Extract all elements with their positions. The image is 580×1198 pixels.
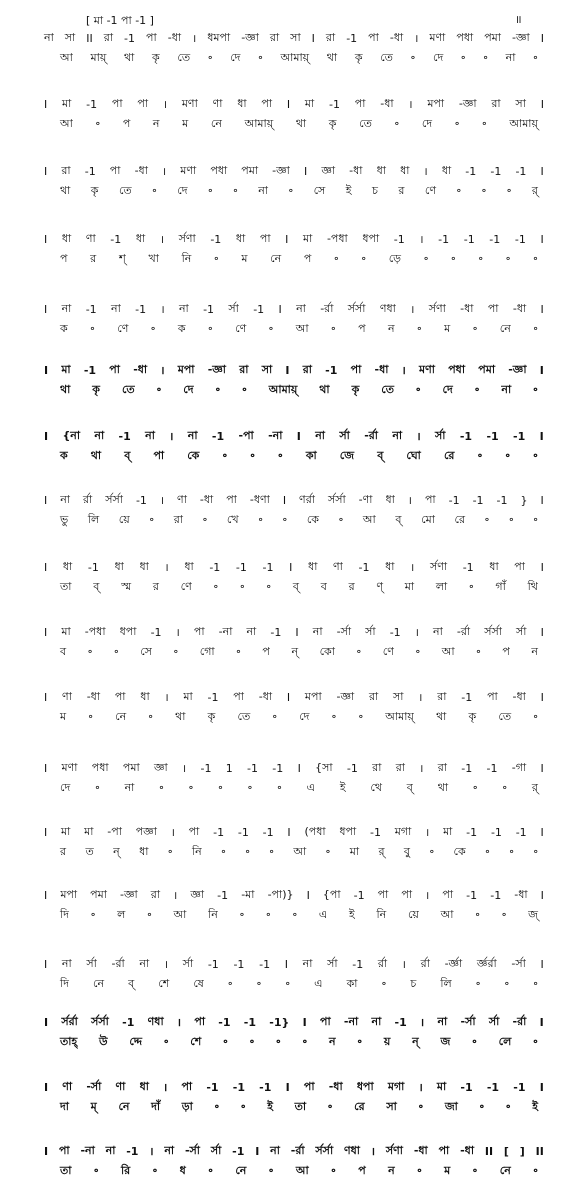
notation-row bbox=[0, 428, 580, 464]
notation-row bbox=[0, 760, 580, 796]
notation-row bbox=[0, 362, 580, 398]
notation-row bbox=[0, 30, 580, 66]
lyric-line: প র শ্ খা নি ॰ ম নে প ॰ ॰ ড়ে ॰ ॰ ॰ ॰ ॰ bbox=[60, 252, 538, 266]
notation-row bbox=[0, 824, 580, 860]
notation-row bbox=[0, 559, 580, 595]
lyric-line: ব ॰ ॰ সে ॰ গো ॰ প ন্ কো ॰ ণে ॰ আ ॰ প ন bbox=[60, 645, 538, 659]
swara-line: I মা -1 পা -ধা । মপা -জ্ঞা রা সা I রা -1 পা -ধা । মণা পধা পমা -জ্ঞা I bbox=[44, 363, 544, 377]
notation-row bbox=[0, 492, 580, 528]
swara-line: I রা -1 পা -ধা । মণা পধা পমা -জ্ঞা I জ্ঞা -ধা ধা ধা । ধা -1 -1 -1 I bbox=[44, 164, 544, 178]
lyric-line: র ত ন্ ধা ॰ নি ॰ ॰ ॰ আ ॰ মা র্ বু ॰ কে ॰ ॰ ॰ bbox=[60, 845, 538, 859]
lyric-line: থা কৃ তে ॰ দে ॰ ॰ না ॰ সে ই চ র ণে ॰ ॰ ॰ র্ bbox=[60, 184, 538, 198]
notation-row bbox=[0, 231, 580, 267]
notation-row bbox=[0, 1079, 580, 1115]
swara-line: I না -1 না -1 । না -1 র্সা -1 I না -র্রা র্সর্সা ণধা । র্সণা -ধা পা -ধা I bbox=[44, 302, 544, 316]
lyric-line: দে ॰ না ॰ ॰ ॰ ॰ ॰ এ ই থে ব্ থা ॰ ॰ র্ bbox=[60, 781, 538, 795]
swara-line: I ণা -র্সা ণা ধা । পা -1 -1 -1 I পা -ধা ধপা মগা । মা -1 -1 -1 I bbox=[44, 1080, 544, 1094]
lyric-line: থা কৃ তে ॰ দে ॰ ॰ আমায়্ থা কৃ তে ॰ দে ॰ না ॰ bbox=[60, 383, 538, 397]
swara-line: I {না না -1 না । না -1 -পা -না I না র্সা -র্রা না । র্সা -1 -1 -1 I bbox=[44, 429, 544, 443]
bracket-note: [ মা -1 পা -1 ] bbox=[86, 14, 154, 27]
swara-line: I মপা পমা -জ্ঞা রা । জ্ঞা -1 -মা -পা)} I {পা -1 পা পা । পা -1 -1 -ধা I bbox=[44, 888, 544, 902]
lyric-line: আ ॰ প ন ম নে আমায়্ থা কৃ তে ॰ দে ॰ ॰ আমায়্ bbox=[60, 117, 538, 131]
notation-row bbox=[0, 689, 580, 725]
top-right-mark: ॥ bbox=[515, 13, 522, 26]
lyric-line: ভু লি য়ে ॰ রা ॰ খে ॰ ॰ কে ॰ আ ব্ মো রে ॰ ॰ ॰ bbox=[60, 513, 538, 527]
lyric-line: আ মায়্ থা কৃ তে ॰ দে ॰ আমায়্ থা কৃ তে ॰ দে ॰ ॰ না ॰ bbox=[60, 51, 538, 65]
notation-row bbox=[0, 956, 580, 992]
swara-line: I মা -1 পা পা । মণা ণা ধা পা I মা -1 পা -ধা । মপা -জ্ঞা রা সা I bbox=[44, 97, 544, 111]
swara-line: I ণা -ধা পা ধা । মা -1 পা -ধা I মপা -জ্ঞা রা সা । রা -1 পা -ধা I bbox=[44, 690, 544, 704]
notation-row bbox=[0, 163, 580, 199]
swara-line: না সা II রা -1 পা -ধা । ধমপা -জ্ঞা রা সা I রা -1 পা -ধা । মণা পধা পমা -জ্ঞা I bbox=[44, 31, 544, 45]
notation-row bbox=[0, 887, 580, 923]
swara-line: I ধা -1 ধা ধা । ধা -1 -1 -1 I ধা ণা -1 ধা । র্সণা -1 ধা পা I bbox=[44, 560, 544, 574]
swara-line: I মা মা -পা পজ্ঞা । পা -1 -1 -1 I (পধা ধপা -1 মগা । মা -1 -1 -1 I bbox=[44, 825, 544, 839]
lyric-line: ক ॰ ণে ॰ ক ॰ ণে ॰ আ ॰ প ন ॰ ম ॰ নে ॰ bbox=[60, 322, 538, 336]
lyric-line: ম ॰ নে ॰ থা কৃ তে ॰ দে ॰ ॰ আমায়্ থা কৃ তে ॰ bbox=[60, 710, 538, 724]
notation-row bbox=[0, 1014, 580, 1050]
notation-row bbox=[0, 96, 580, 132]
swara-line: I না র্সা -র্রা না । র্সা -1 -1 -1 I না র্সা -1 র্রা । র্রা -র্জ্ঞা র্জ্ঞর্রা -র্সা I bbox=[44, 957, 544, 971]
lyric-line: দি ॰ ল ॰ আ নি ॰ ॰ ॰ এ ই নি য়ে আ ॰ ॰ জ্ bbox=[60, 908, 538, 922]
swara-line: I মণা পধা পমা জ্ঞা । -1 1 -1 -1 I {সা -1 রা রা । রা -1 -1 -গা I bbox=[44, 761, 544, 775]
swara-line: I র্সর্রা র্সর্সা -1 ণধা । পা -1 -1 -1} I পা -না না -1 । না -র্সা র্সা -র্রা I bbox=[44, 1015, 544, 1029]
swara-line: I ধা ণা -1 ধা । র্সণা -1 ধা পা I মা -পধা ধপা -1 । -1 -1 -1 -1 I bbox=[44, 232, 544, 246]
notation-row bbox=[0, 1143, 580, 1179]
notation-row bbox=[0, 624, 580, 660]
notation-row bbox=[0, 301, 580, 337]
lyric-line: দি নে ব্ শে ষে ॰ ॰ ॰ এ কা ॰ চ লি ॰ ॰ ॰ bbox=[60, 977, 538, 991]
swara-line: I মা -পধা ধপা -1 । পা -না না -1 I না -র্সা র্সা -1 । না -র্রা র্সর্সা র্সা I bbox=[44, 625, 544, 639]
swara-line: I না র্রা র্সর্সা -1 । ণা -ধা পা -ধণা I ণর্রা র্সর্সা -ণা ধা । পা -1 -1 -1 } I bbox=[44, 493, 544, 507]
lyric-line: ক থা ব্ পা কে ॰ ॰ ॰ কা জে ব্ ঘো রে ॰ ॰ ॰ bbox=[60, 449, 538, 463]
lyric-line: তা ॰ রি ॰ ধ ॰ নে ॰ আ ॰ প ন ॰ ম ॰ নে ॰ bbox=[60, 1164, 538, 1178]
lyric-line: তা ব্ স্ম র ণে ॰ ॰ ॰ ব্ ব র ণ্ মা লা ॰ গাঁ থি bbox=[60, 580, 538, 594]
swara-line: I পা -না না -1 । না -র্সা র্সা -1 I না -র্রা র্সর্সা ণধা । র্সণা -ধা পা -ধা II [ ] II bbox=[44, 1144, 544, 1158]
lyric-line: দা ম্ নে দাঁ ড়া ॰ ॰ ই তা ॰ রে সা ॰ জা ॰ ॰ ই bbox=[60, 1100, 538, 1114]
lyric-line: তাহ্ উ দ্দে ॰ শে ॰ ॰ ॰ ॰ ন ॰ য় ন্ জ ॰ লে ॰ bbox=[60, 1035, 538, 1049]
